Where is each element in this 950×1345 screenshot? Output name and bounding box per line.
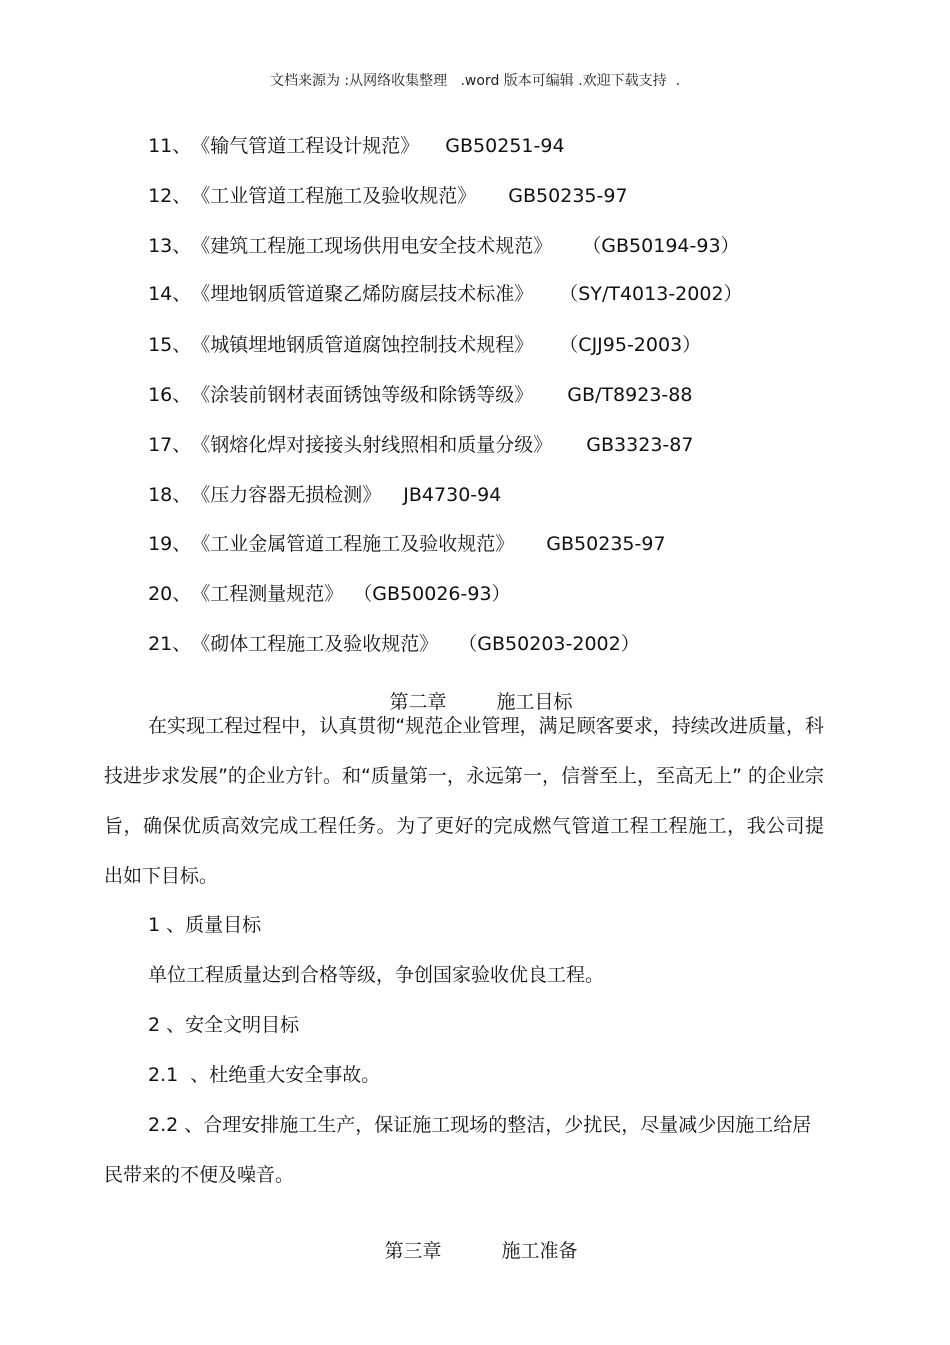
intro-paragraph: 在实现工程过程中，认真贯彻“规范企业管理，满足顾客要求，持续改进质量，科技进步求发展”的企业方针。和“质量第一，永远第一，信誉至上，至高无上” 的企业宗旨，确保优质高效完成工程任务。为了更好的完成燃气管道工程工程施工，我公司提出如下目标。 — [104, 715, 824, 887]
reference-item — [136, 168, 628, 206]
reference-item — [136, 417, 693, 455]
reference-number: 15、 — [148, 334, 192, 356]
reference-item — [136, 467, 501, 505]
reference-number: 20、 — [148, 583, 192, 605]
goal-1-heading: 1 、质量目标 — [148, 914, 262, 936]
reference-number: 16、 — [148, 384, 192, 406]
reference-title: 《工业管道工程施工及验收规范》 — [191, 185, 477, 207]
reference-number: 14、 — [148, 283, 192, 305]
goal-1-text: 单位工程质量达到合格等级，争创国家验收优良工程。 — [148, 964, 605, 986]
page-header: 文档来源为 :从网络收集整理 .word 版本可编辑 .欢迎下载支持 . — [269, 73, 681, 89]
reference-code: JB4730-94 — [403, 484, 502, 506]
reference-code: GB/T8923-88 — [567, 384, 693, 406]
reference-title: 《钢熔化焊对接接头射线照相和质量分级》 — [191, 434, 553, 456]
reference-number: 12、 — [148, 185, 192, 207]
reference-code: GB50235-97 — [508, 185, 628, 207]
reference-number: 11、 — [148, 135, 192, 157]
reference-code: （GB50194-93） — [582, 235, 740, 257]
chapter-label: 第三章 — [384, 1240, 442, 1262]
chapter-title: 施工目标 — [496, 691, 573, 713]
reference-item — [136, 118, 565, 156]
reference-title: 《建筑工程施工现场供用电安全技术规范》 — [191, 235, 553, 257]
reference-code: （GB50203-2002） — [458, 633, 640, 655]
reference-title: 《工业金属管道工程施工及验收规范》 — [191, 533, 515, 555]
reference-code: GB50251-94 — [445, 135, 565, 157]
reference-item — [136, 367, 692, 405]
reference-title: 《城镇埋地钢质管道腐蚀控制技术规程》 — [191, 334, 534, 356]
reference-code: （GB50026-93） — [353, 583, 511, 605]
reference-number: 18、 — [148, 484, 192, 506]
reference-number: 17、 — [148, 434, 192, 456]
goal-2-1-text: 2.1 、杜绝重大安全事故。 — [148, 1064, 381, 1086]
reference-item — [136, 266, 743, 304]
chapter-3-heading — [0, 1214, 950, 1263]
chapter-label: 第二章 — [389, 691, 447, 713]
reference-title: 《工程测量规范》 — [191, 583, 344, 605]
reference-item — [136, 566, 511, 604]
reference-item — [136, 616, 640, 654]
reference-title: 《涂装前钢材表面锈蚀等级和除锈等级》 — [191, 384, 534, 406]
reference-title: 《砌体工程施工及验收规范》 — [191, 633, 439, 655]
reference-code: GB50235-97 — [546, 533, 666, 555]
reference-item — [136, 516, 666, 554]
goal-2-heading: 2 、安全文明目标 — [148, 1014, 300, 1036]
reference-title: 《压力容器无损检测》 — [191, 484, 382, 506]
reference-item — [136, 317, 701, 355]
reference-item — [136, 218, 740, 256]
reference-code: （SY/T4013-2002） — [559, 283, 743, 305]
reference-number: 13、 — [148, 235, 192, 257]
chapter-title: 施工准备 — [501, 1240, 578, 1262]
reference-title: 《输气管道工程设计规范》 — [191, 135, 420, 157]
goal-2-2-text: 2.2 、合理安排施工生产，保证施工现场的整洁，少扰民，尽量减少因施工给居民带来的不便及噪音。 — [104, 1114, 812, 1186]
reference-number: 21、 — [148, 633, 192, 655]
reference-title: 《埋地钢质管道聚乙烯防腐层技术标准》 — [191, 283, 534, 305]
reference-number: 19、 — [148, 533, 192, 555]
reference-code: （CJJ95-2003） — [559, 334, 702, 356]
reference-code: GB3323-87 — [586, 434, 694, 456]
